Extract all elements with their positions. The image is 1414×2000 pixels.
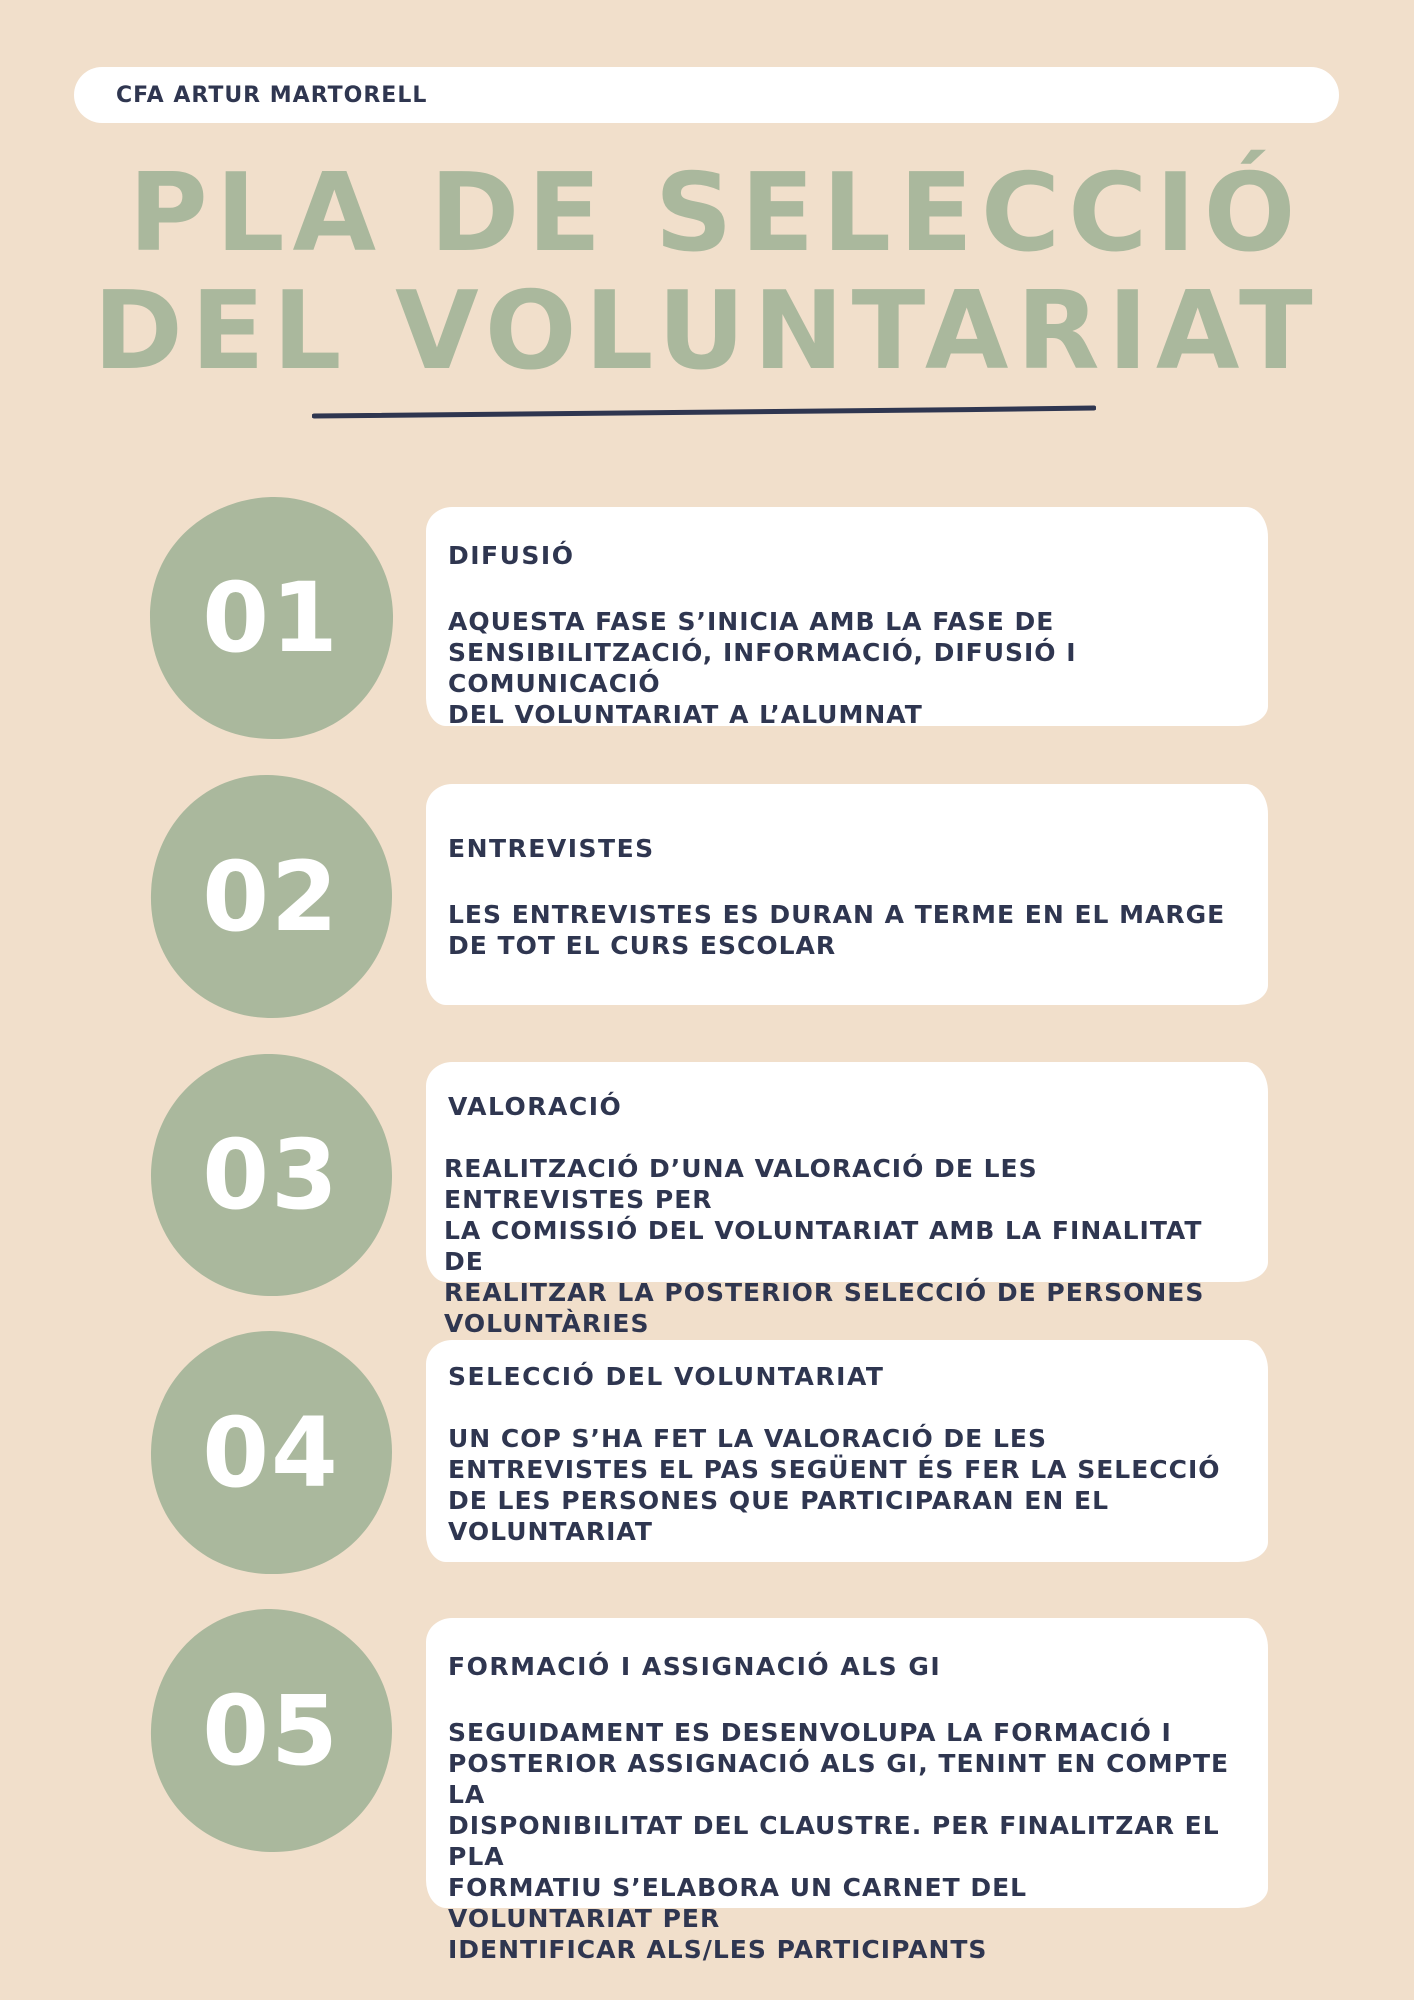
step-number-badge — [146, 1050, 396, 1300]
step-number: 01 — [202, 562, 340, 674]
step-number: 02 — [202, 841, 340, 953]
step-card — [426, 1062, 1268, 1338]
step-card — [426, 1340, 1268, 1562]
step-card — [426, 507, 1268, 729]
step-title: VALORACIÓ — [448, 1092, 623, 1121]
step-number-badge — [146, 1606, 396, 1856]
step-number-badge — [146, 1328, 396, 1578]
step-title: DIFUSIÓ — [448, 541, 575, 570]
step-card — [426, 784, 1268, 1005]
step-title: SELECCIÓ DEL VOLUNTARIAT — [448, 1362, 885, 1391]
title-underline — [312, 396, 1096, 426]
step-title: ENTREVISTES — [448, 834, 655, 863]
page-title-line-2: DEL VOLUNTARIAT — [93, 269, 1321, 394]
step-description: AQUESTA FASE S’INICIA AMB LA FASE DE SENSIBILITZACIÓ, INFORMACIÓ, DIFUSIÓ I COMUNICACIÓ DEL VOLUNTARIAT A L’ALUMNAT — [448, 607, 1077, 729]
step-number: 03 — [202, 1119, 340, 1231]
page-title-line-1: PLA DE SELECCIÓ — [128, 151, 1304, 276]
step-description: REALITZACIÓ D’UNA VALORACIÓ DE LES ENTREVISTES PER LA COMISSIÓ DEL VOLUNTARIAT AMB LA FINALITAT DE REALITZAR LA POSTERIOR SELECCIÓ DE PERSONES VOLUNTÀRIES — [444, 1154, 1205, 1338]
organization-name: CFA ARTUR MARTORELL — [116, 82, 428, 108]
step-number-badge — [146, 493, 396, 743]
step-description: LES ENTREVISTES ES DURAN A TERME EN EL MARGE DE TOT EL CURS ESCOLAR — [448, 900, 1226, 960]
step-card — [426, 1618, 1268, 1964]
page-title — [0, 151, 1414, 394]
step-description: SEGUIDAMENT ES DESENVOLUPA LA FORMACIÓ I POSTERIOR ASSIGNACIÓ ALS GI, TENINT EN COMPTE LA DISPONIBILITAT DEL CLAUSTRE. PER FINALITZAR EL PLA FORMATIU S’ELABORA UN CARNET DEL VOLUNTARIAT PER IDENTIFICAR ALS/LES PARTICIPANTS — [448, 1718, 1230, 1964]
step-description: UN COP S’HA FET LA VALORACIÓ DE LES ENTREVISTES EL PAS SEGÜENT ÉS FER LA SELECCIÓ DE LES PERSONES QUE PARTICIPARAN EN EL VOLUNTARIAT — [448, 1424, 1221, 1546]
step-number: 04 — [202, 1397, 340, 1509]
header-banner — [74, 67, 1339, 123]
step-number-badge — [146, 772, 396, 1022]
step-title: FORMACIÓ I ASSIGNACIÓ ALS GI — [448, 1652, 942, 1681]
step-number: 05 — [202, 1675, 340, 1787]
